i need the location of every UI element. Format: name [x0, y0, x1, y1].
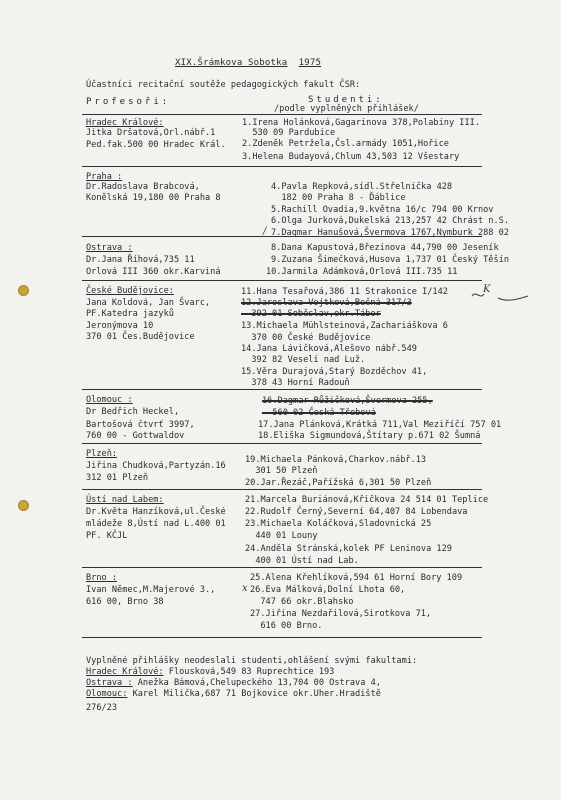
- document-reference: 276/23: [86, 703, 118, 713]
- section-divider: [82, 114, 482, 115]
- student-line: 15.Věra Durajová,Starý Bozděchov 41,: [241, 367, 428, 377]
- student-line: 21.Marcela Buriánová,Křičkova 24 514 01 Teplice: [245, 495, 489, 505]
- teacher-line: Jitka Dršatová,Orl.nábř.1: [86, 128, 216, 138]
- punch-hole: [18, 285, 29, 296]
- section-region: Plzeň:: [86, 449, 118, 459]
- student-line: 4.Pavla Repková,sídl.Střelnička 428: [271, 182, 453, 192]
- teacher-line: Ivan Němec,M.Majerové 3.,: [86, 585, 216, 595]
- footer-note: Vyplněné přihlášky neodeslali studenti,ohlášení svými fakultami:: [86, 656, 418, 666]
- student-line: 440 01 Louny: [245, 531, 318, 541]
- student-line: 3.Helena Budayová,Chlum 43,503 12 Všestary: [242, 152, 460, 162]
- punch-hole: [18, 500, 29, 511]
- student-line: 13.Michaela Mühlsteinová,Zachariáškova 6: [241, 321, 448, 331]
- footer-entry-region: Ostrava :: [86, 678, 133, 688]
- section-region: Praha :: [86, 172, 123, 182]
- section-divider: [82, 489, 482, 490]
- title-event: Šrámkova Sobotka: [197, 58, 288, 68]
- teacher-line: 312 01 Plzeň: [86, 473, 149, 483]
- teacher-line: 760 00 - Gottwaldov: [86, 431, 185, 441]
- teacher-line: Jiřina Chudková,Partyzán.16: [86, 461, 226, 471]
- section-region: Ostrava :: [86, 243, 133, 253]
- student-line: 7.Dagmar Hanušová,Švermova 1767,Nymburk 288 02: [271, 228, 509, 238]
- student-line: 392 82 Veselí nad Luž.: [241, 355, 366, 365]
- student-line: 1.Irena Holánková,Gagarinova 378,Polabiny III.: [242, 118, 480, 128]
- student-line: 24.Anděla Stránská,kolek PF Leninova 129: [245, 544, 452, 554]
- teacher-line: 616 00, Brno 38: [86, 597, 164, 607]
- footer-entry: [86, 678, 381, 688]
- footer-entry-region: Hradec Králové:: [86, 667, 164, 677]
- footer-entry: [86, 689, 381, 699]
- footer-entry: [86, 667, 334, 677]
- section-divider: [82, 166, 482, 167]
- student-line: 14.Jana Lávičková,Alešovo nábř.549: [241, 344, 417, 354]
- students-header-note: /podle vyplněných přihlášek/: [274, 104, 419, 114]
- student-line-struck: 12.Jaroslava Vojtková,Bečná 317/3: [241, 298, 412, 308]
- student-line: 5.Rachill Ovadia,9.května 16/c 794 00 Krnov: [271, 205, 494, 215]
- section-divider: [82, 637, 482, 638]
- title-prefix: XIX.: [175, 58, 198, 68]
- student-line: 18.Eliška Sigmundová,Štítary p.671 02 Šumná: [258, 431, 481, 441]
- students-header: Studenti:: [308, 95, 384, 105]
- teacher-line: Dr.Jana Říhová,735 11: [86, 255, 195, 265]
- footer-entry-text: Anežka Bámová,Chelupeckého 13,704 00 Ostrava 4,: [132, 678, 381, 688]
- student-line: 9.Zuzana Šimečková,Husova 1,737 01 Český Těšín: [271, 255, 509, 265]
- student-line: 27.Jiřina Nezdařilová,Sirotkova 71,: [250, 609, 432, 619]
- student-line: 17.Jana Plánková,Krátká 711,Val Meziříčí 757 01: [258, 420, 502, 430]
- section-region: Olomouc :: [86, 395, 133, 405]
- student-line: 8.Dana Kapustová,Březinova 44,790 00 Jeseník: [271, 243, 499, 253]
- teachers-header: Profesoři:: [86, 97, 171, 107]
- section-divider: [82, 567, 482, 568]
- student-line-struck: 392 01 Soběslav,okr.Tábor: [241, 309, 381, 319]
- student-line-struck: 16.Dagmar Růžičková,Švermova 255,: [262, 396, 433, 406]
- section-region: Brno :: [86, 573, 118, 583]
- section-divider: [82, 389, 482, 390]
- teacher-line: PF. KČJL: [86, 531, 128, 541]
- student-line: 378 43 Horní Radouň: [241, 378, 350, 388]
- student-line: 530 09 Pardubice: [242, 128, 336, 138]
- student-line: 23.Michaela Koláčková,Sladovnická 25: [245, 519, 432, 529]
- footer-entry-text: Karel Milička,687 71 Bojkovice okr.Uher.Hradiště: [127, 689, 381, 699]
- teacher-line: Orlová III 360 okr.Karviná: [86, 267, 221, 277]
- student-line: 747 66 okr.Blahsko: [250, 597, 354, 607]
- teacher-line: 370 01 Čes.Budějovice: [86, 332, 195, 342]
- teacher-line: Jeronýmova 10: [86, 321, 154, 331]
- teacher-line: Bartošová čtvrť 3997,: [86, 420, 195, 430]
- student-line: 11.Hana Tesařová,386 11 Strakonice I/142: [241, 287, 448, 297]
- footer-entry-text: Flousková,549 83 Ruprechtice 193: [163, 667, 335, 677]
- title-year: 1975: [298, 58, 322, 68]
- student-line: 616 00 Brno.: [250, 621, 323, 631]
- section-divider: [82, 443, 482, 444]
- student-line-struck: 560 02 Česká Třebová: [262, 408, 376, 418]
- handwritten-note: K: [483, 284, 491, 295]
- student-line: 19.Michaela Pánková,Charkov.nábř.13: [245, 455, 427, 465]
- student-line: 2.Zdeněk Petržela,Čsl.armády 1051,Hořice: [242, 139, 449, 149]
- teacher-line: Dr Bedřich Heckel,: [86, 407, 180, 417]
- student-line: 182 00 Praha 8 - Ďáblice: [271, 193, 406, 203]
- student-line: 22.Rudolf Černý,Severní 64,407 84 Lobendava: [245, 507, 468, 517]
- teacher-line: Konělská 19,180 00 Praha 8: [86, 193, 221, 203]
- student-line: 26.Eva Málková,Dolní Lhota 60,: [250, 585, 406, 595]
- student-line: 400 01 Ústí nad Lab.: [245, 556, 359, 566]
- handwritten-scribble: [470, 286, 532, 304]
- footer-entry-region: Olomouc:: [86, 689, 128, 699]
- section-divider: [82, 280, 482, 281]
- student-line: 370 00 České Budějovice: [241, 333, 371, 343]
- teacher-line: mládeže 8,Ústí nad L.400 01: [86, 519, 226, 529]
- teacher-line: PF.Katedra jazyků: [86, 309, 174, 319]
- section-region: Ústí nad Labem:: [86, 495, 164, 505]
- document-subtitle: Účastníci recitační soutěže pedagogických fakult ČSR:: [86, 80, 361, 90]
- teacher-line: Jana Koldová, Jan Švarc,: [86, 298, 211, 308]
- student-line: 20.Jar.Řezáč,Pařížská 6,301 50 Plzeň: [245, 478, 432, 488]
- section-region: Hradec Králové:: [86, 118, 164, 128]
- section-region: České Budějovice:: [86, 286, 174, 296]
- student-line: 10.Jarmila Adámková,Orlová III.735 11: [266, 267, 458, 277]
- student-line: 301 50 Plzeň: [245, 466, 318, 476]
- student-line: 25.Alena Křehlíková,594 61 Horní Bory 109: [250, 573, 463, 583]
- teacher-line: Dr.Radoslava Brabcová,: [86, 182, 200, 192]
- handwritten-mark: /: [263, 226, 267, 237]
- document-title: [175, 58, 321, 68]
- section-divider: [82, 236, 482, 237]
- teacher-line: Ped.fak.500 00 Hradec Král.: [86, 140, 226, 150]
- student-line: 6.Olga Jurková,Dukelská 213,257 42 Chrást n.S.: [271, 216, 509, 226]
- teacher-line: Dr.Květa Hanzíková,ul.České: [86, 507, 226, 517]
- handwritten-mark: x: [242, 583, 248, 594]
